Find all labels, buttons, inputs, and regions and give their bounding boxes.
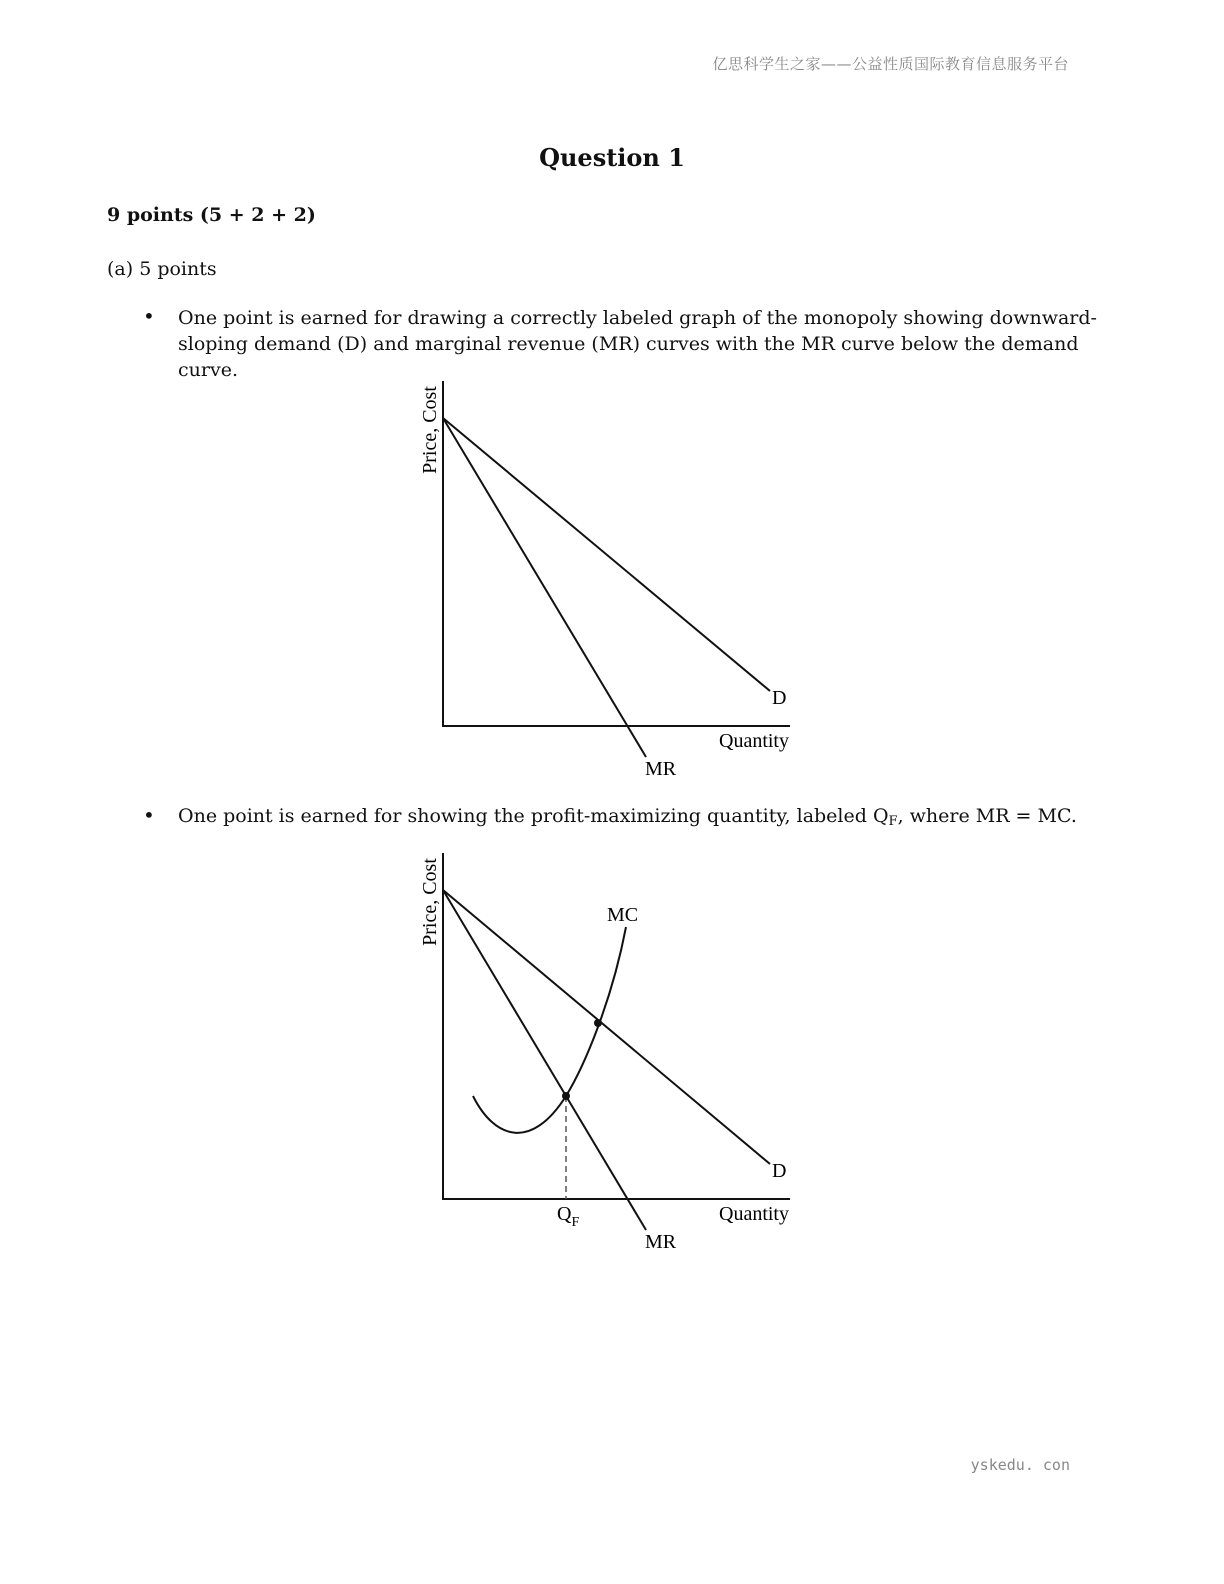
bullet2-subscript: F [888,814,898,829]
graph1-demand-label: D [772,687,787,709]
graph2-mr-mc-intersection-dot [562,1092,570,1100]
graph2-qf-label [557,1203,579,1230]
header-watermark: 亿思科学生之家——公益性质国际教育信息服务平台 [712,55,1069,73]
graph1-y-axis-label: Price, Cost [419,386,441,474]
graph1-x-axis-label: Quantity [719,730,789,752]
graph1-mr-label: MR [645,758,677,780]
bullet-marker: • [143,304,155,328]
bullet-marker: • [143,803,155,827]
part-a-label: (a) 5 points [107,258,217,280]
graph2-mr-curve [443,890,646,1230]
graph2-mc-curve [473,927,626,1133]
graph2-y-axis-label: Price, Cost [419,858,441,946]
graph2-mc-label: MC [607,904,639,926]
graph2-mr-label: MR [645,1231,677,1253]
graph2-qf-sub: F [571,1215,580,1230]
graph2-demand-label: D [772,1160,787,1182]
graph2-d-mc-intersection-dot [594,1019,602,1027]
bullet2-text-after: , where MR = MC. [897,805,1077,827]
graph2-qf-main: Q [557,1203,572,1225]
bullet-text-demand-mr: One point is earned for drawing a correctly labeled graph of the monopoly showing downward-sloping demand (D) and marginal revenue (MR) curves with the MR curve below the demand curve. [178,307,1097,381]
graph2-x-axis-label: Quantity [719,1203,789,1225]
points-total: 9 points (5 + 2 + 2) [107,204,316,226]
page-title: Question 1 [539,143,685,172]
bullet2-text-before: One point is earned for showing the profit-maximizing quantity, labeled Q [178,805,889,827]
footer-watermark: yskedu. con [970,1456,1070,1474]
